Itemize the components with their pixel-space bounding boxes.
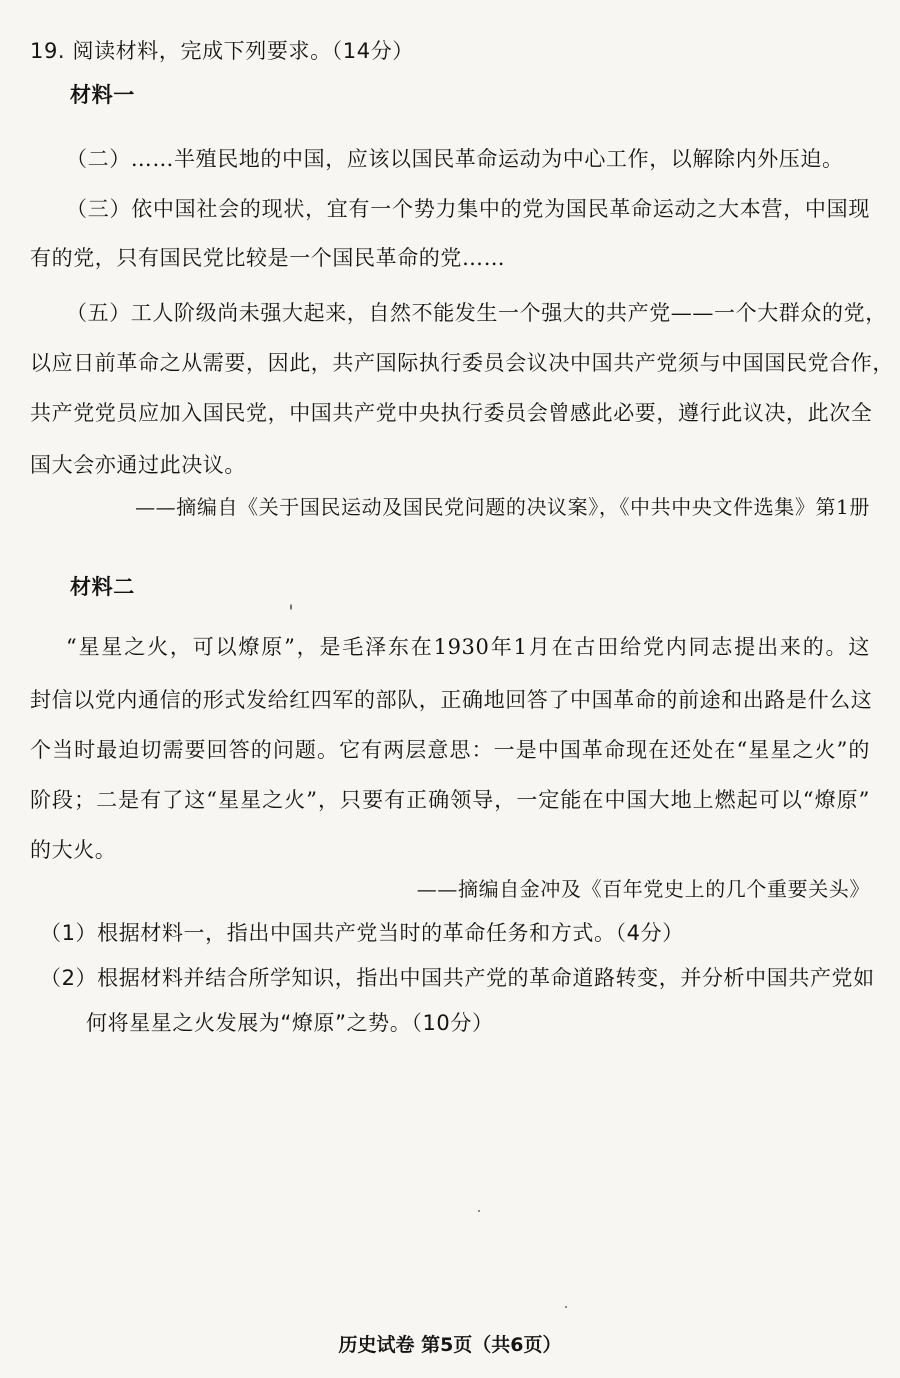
material-2-source: ——摘编自金冲及《百年党史上的几个重要关头》: [416, 877, 870, 901]
material-2-line-2: 封信以党内通信的形式发给红四军的部队，正确地回答了中国革命的前途和出路是什么这: [30, 688, 873, 712]
material-2-line-4: 阶段；二是有了这“星星之火”，只要有正确领导，一定能在中国大地上燃起可以“燎原”: [30, 788, 870, 812]
scan-speck: [478, 1210, 480, 1212]
material-1-paragraph-5-line-3: 共产党党员应加入国民党，中国共产党中央执行委员会曾感此必要，遵行此议决，此次全: [30, 401, 873, 425]
scan-speck: [290, 604, 292, 610]
material-2-line-5: 的大火。: [30, 838, 117, 862]
material-1-paragraph-5-line-1: （五）工人阶级尚未强大起来，自然不能发生一个强大的共产党——一个大群众的党，: [66, 301, 887, 325]
material-1-paragraph-5-line-4: 国大会亦通过此决议。: [30, 453, 246, 477]
material-2-label: 材料二: [70, 575, 135, 599]
material-1-paragraph-3-line-1: （三）依中国社会的现状，宜有一个势力集中的党为国民革命运动之大本营，中国现: [66, 197, 870, 221]
sub-question-2-line-2: 何将星星之火发展为“燎原”之势。（10分）: [86, 1011, 494, 1035]
sub-question-2-line-1: （2）根据材料并结合所学知识，指出中国共产党的革命道路转变，并分析中国共产党如: [40, 966, 875, 990]
material-1-paragraph-3-line-2: 有的党，只有国民党比较是一个国民革命的党……: [30, 246, 506, 270]
scan-speck: [565, 1306, 567, 1308]
material-2-line-1: “星星之火，可以燎原”，是毛泽东在1930年1月在古田给党内同志提出来的。这: [66, 635, 870, 659]
material-1-label: 材料一: [70, 83, 135, 107]
sub-question-1: （1）根据材料一，指出中国共产党当时的革命任务和方式。（4分）: [40, 921, 684, 945]
material-1-source: ——摘编自《关于国民运动及国民党问题的决议案》，《中共中央文件选集》第1册: [135, 495, 870, 519]
material-1-paragraph-5-line-2: 以应日前革命之从需要，因此，共产国际执行委员会议决中国共产党须与中国国民党合作，: [30, 351, 894, 375]
material-2-line-3: 个当时最迫切需要回答的问题。它有两层意思：一是中国革命现在还处在“星星之火”的: [30, 738, 870, 762]
material-1-paragraph-2: （二）……半殖民地的中国，应该以国民革命运动为中心工作，以解除内外压迫。: [66, 147, 844, 171]
page-footer: 历史试卷 第5页（共6页）: [338, 1334, 562, 1356]
question-title: 19. 阅读材料，完成下列要求。（14分）: [30, 39, 414, 63]
